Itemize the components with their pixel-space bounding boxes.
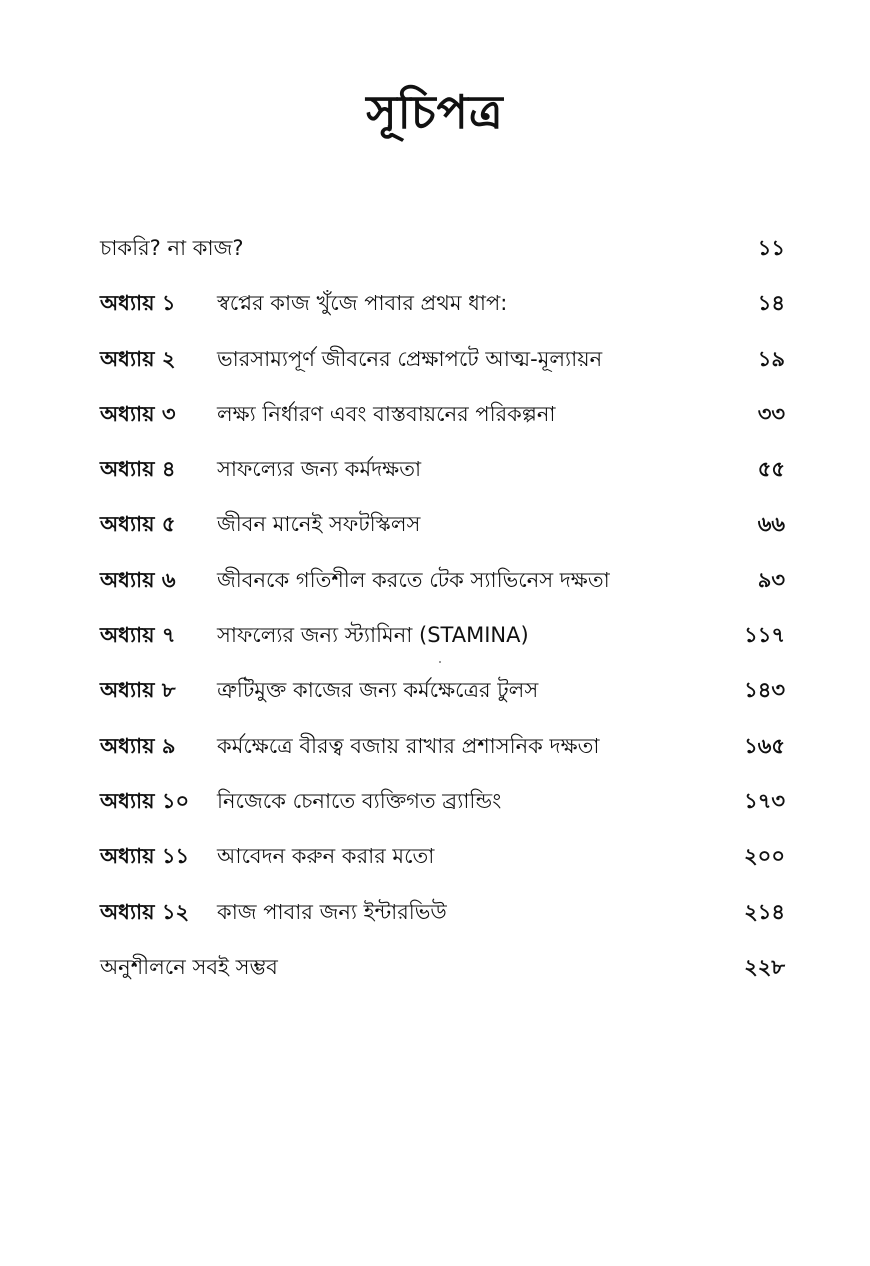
toc-entry-page: ১১৭ <box>744 623 785 648</box>
toc-entry-title: কাজ পাবার জন্য ইন্টারভিউ <box>217 899 447 924</box>
toc-entry <box>100 339 785 394</box>
toc-entry-page: ১৪৩ <box>744 678 785 703</box>
toc-entry-chapter: অধ্যায় ৫ <box>100 512 176 537</box>
toc-entry-title: সাফল্যের জন্য কর্মদক্ষতা <box>217 457 422 482</box>
toc-entry-page: ১৬৫ <box>744 733 785 758</box>
toc-entry-chapter: অধ্যায় ১২ <box>100 899 190 924</box>
toc-entry <box>100 781 785 836</box>
toc-entry-title: ভারসাম্যপূর্ণ জীবনের প্রেক্ষাপটে আত্ম-মূল্যায়ন <box>217 346 603 371</box>
toc-entry-title: স্বপ্নের কাজ খুঁজে পাবার প্রথম ধাপ: <box>217 291 508 316</box>
toc-entry-title: ত্রুটিমুক্ত কাজের জন্য কর্মক্ষেত্রের টুলস <box>217 678 539 703</box>
toc-entry-title: চাকরি? না কাজ? <box>100 236 244 260</box>
toc-entry-chapter: অধ্যায় ১০ <box>100 788 190 813</box>
toc-entry <box>100 449 785 504</box>
toc-entry <box>100 504 785 559</box>
page-title: সূচিপত্র <box>366 85 504 139</box>
toc-entry-page: ৬৬ <box>757 512 785 537</box>
toc-entry <box>100 394 785 449</box>
toc-entry-chapter: অধ্যায় ১ <box>100 291 176 316</box>
toc-entry <box>100 615 785 670</box>
toc-entry-chapter: অধ্যায় ২ <box>100 346 176 371</box>
toc-entry <box>100 836 785 891</box>
toc-entry-page: ১৯ <box>757 346 785 371</box>
toc-entry-page: ৯৩ <box>757 567 785 592</box>
toc-entry-title: সাফল্যের জন্য স্ট্যামিনা (STAMINA) <box>217 623 529 648</box>
toc-entry-page: ১১ <box>757 236 785 260</box>
toc-entry-chapter: অধ্যায় ৬ <box>100 567 176 592</box>
toc-entry-title: অনুশীলনে সবই সম্ভব <box>100 954 278 979</box>
toc-entry-chapter: অধ্যায় ৪ <box>100 457 176 482</box>
toc-entry-page: ৫৫ <box>757 457 785 482</box>
toc-entry <box>100 670 785 725</box>
toc-entry-page: ২১৪ <box>744 899 785 924</box>
toc-entry-title: আবেদন করুন করার মতো <box>217 844 435 869</box>
toc-entry-title: কর্মক্ষেত্রে বীরত্ব বজায় রাখার প্রশাসনিক দক্ষতা <box>217 733 600 758</box>
toc-entry-title: জীবনকে গতিশীল করতে টেক স্যাভিনেস দক্ষতা <box>217 567 610 592</box>
toc-entry-chapter: অধ্যায় ৭ <box>100 623 176 648</box>
toc-entry-title: লক্ষ্য নির্ধারণ এবং বাস্তবায়নের পরিকল্পনা <box>217 401 556 426</box>
toc-entry <box>100 726 785 781</box>
toc-entry-page: ২২৮ <box>744 954 785 979</box>
toc-entry-page: ১৪ <box>757 291 785 316</box>
toc-entry <box>100 283 785 338</box>
toc-entry-title: নিজেকে চেনাতে ব্যক্তিগত ব্র্যান্ডিং <box>217 788 502 813</box>
scan-speck <box>439 661 441 663</box>
toc-entry-chapter: অধ্যায় ৮ <box>100 678 176 703</box>
toc-entry-page: ৩৩ <box>757 401 785 426</box>
toc-entry <box>100 947 785 1002</box>
toc-entry-page: ২০০ <box>744 844 785 869</box>
toc-entry-chapter: অধ্যায় ৯ <box>100 733 176 758</box>
toc-entry-page: ১৭৩ <box>744 788 785 813</box>
toc-entry-chapter: অধ্যায় ৩ <box>100 401 176 426</box>
toc-entry-chapter: অধ্যায় ১১ <box>100 844 190 869</box>
table-of-contents <box>100 228 785 1002</box>
toc-entry <box>100 228 785 283</box>
toc-entry <box>100 892 785 947</box>
toc-entry <box>100 560 785 615</box>
toc-entry-title: জীবন মানেই সফটস্কিলস <box>217 512 421 537</box>
